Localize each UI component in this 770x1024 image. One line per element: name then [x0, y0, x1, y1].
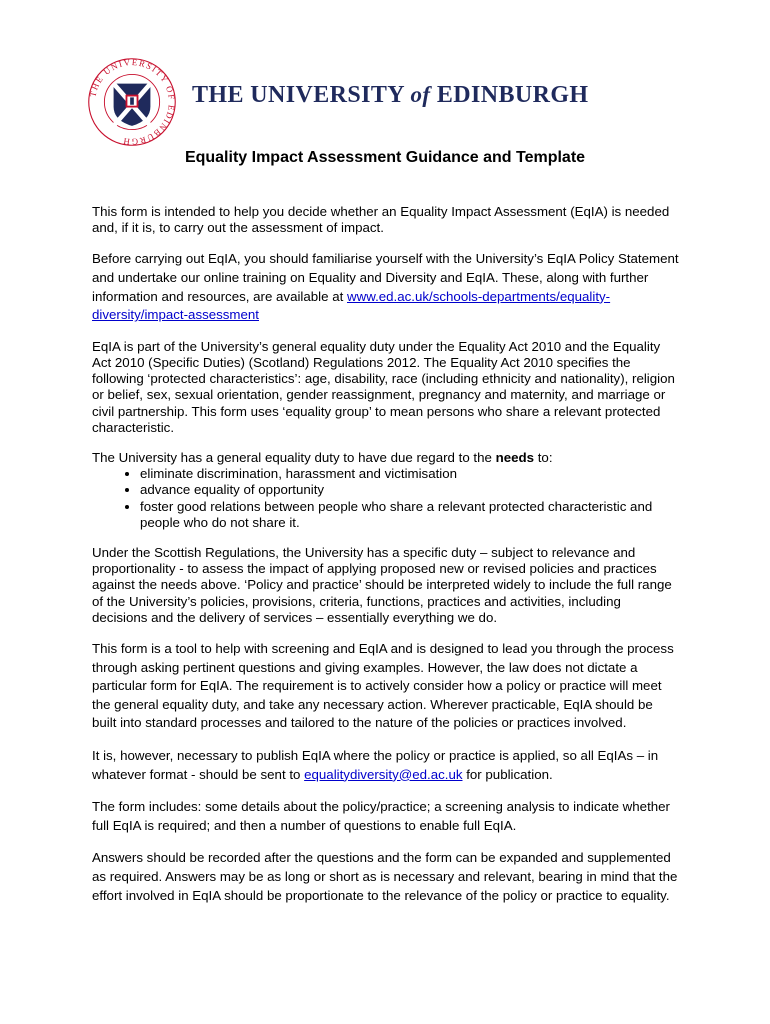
crest-ring-text: THE UNIVERSITY OF EDINBURGH [87, 57, 177, 147]
equality-email-link[interactable]: equalitydiversity@ed.ac.uk [304, 766, 463, 782]
list-item: • advance equality of opportunity [140, 482, 680, 498]
list-item: • foster good relations between people who share a relevant protected characteristic and people who do not share it. [140, 499, 680, 531]
before-eqia-paragraph [92, 250, 680, 324]
university-name [192, 80, 589, 110]
university-name-part1: THE UNIVERSITY [192, 82, 411, 108]
university-name-part2: EDINBURGH [430, 82, 589, 108]
general-duty-paragraph [92, 450, 680, 466]
before-eqia-text: Before carrying out EqIA, you should familiarise yourself with the University’s EqIA Policy Statement and undertake our online training on Equality and Diversity and EqIA. These, along with further information and resources, are available at [92, 251, 679, 304]
university-crest-logo [86, 56, 178, 148]
document-title: Equality Impact Assessment Guidance and Template [184, 149, 586, 166]
university-name-of: of [410, 82, 431, 107]
scottish-regulations-paragraph: Under the Scottish Regulations, the University has a specific duty – subject to relevance and proportionality - to assess the impact of applying proposed new or revised policies and practices against the needs above. ‘Policy and practice’ should be interpreted widely to include the full range of the University’s policies, provisions, criteria, functions, practices and activities, including decisions and the delivery of services – essentially everything we do. [92, 545, 672, 625]
document-header [0, 0, 770, 147]
publish-pre: It is, however, necessary to publish EqIA where the policy or practice is applied, so all EqIAs – in whatever format - should be sent to [92, 748, 659, 782]
form-includes-paragraph: The form includes: some details about the policy/practice; a screening analysis to indicate whether full EqIA is required; and then a number of questions to enable full EqIA. [92, 799, 670, 833]
list-item: • eliminate discrimination, harassment and victimisation [140, 466, 680, 482]
impact-assessment-link[interactable]: www.ed.ac.uk/schools-departments/equality-diversity/impact-assessment [92, 288, 611, 323]
general-duty-post: to: [534, 450, 553, 465]
equality-act-paragraph: EqIA is part of the University’s general equality duty under the Equality Act 2010 and the Equality Act 2010 (Specific Duties) (Scotland) Regulations 2012. The Equality Act 2010 specifies the following ‘protected characteristics’: age, disability, race (including ethnicity and nationality), religion or belief, sex, sexual orientation, gender reassignment, pregnancy and maternity, and marriage or civil partnership. This form uses ‘equality group’ to mean persons who share a relevant protected characteristic. [92, 338, 675, 435]
general-duty-pre: The University has a general equality duty to have due regard to the [92, 450, 496, 465]
general-duty-needs: needs [495, 450, 535, 465]
answers-paragraph: Answers should be recorded after the questions and the form can be expanded and supplemented as required. Answers may be as long or short as is necessary and relevant, bearing in mind that the effort involved in EqIA should be proportionate to the relevance of the policy or practice to equality. [92, 850, 678, 903]
document-body [92, 204, 680, 919]
publish-post: for publication. [462, 766, 553, 782]
form-tool-paragraph: This form is a tool to help with screening and EqIA and is designed to lead you through the process through asking pertinent questions and giving examples. However, the law does not dictate a particular form for EqIA. The requirement is to actively consider how a policy or practice will meet the general equality duty, and take any necessary action. Wherever practicable, EqIA should be built into standard processes and tailored to the nature of the policies or practices involved. [92, 641, 674, 731]
duty-bullet-list [92, 466, 680, 531]
publish-paragraph [92, 747, 680, 784]
intro-paragraph: This form is intended to help you decide whether an Equality Impact Assessment (EqIA) is needed and, if it is, to carry out the assessment of impact. [92, 204, 670, 236]
